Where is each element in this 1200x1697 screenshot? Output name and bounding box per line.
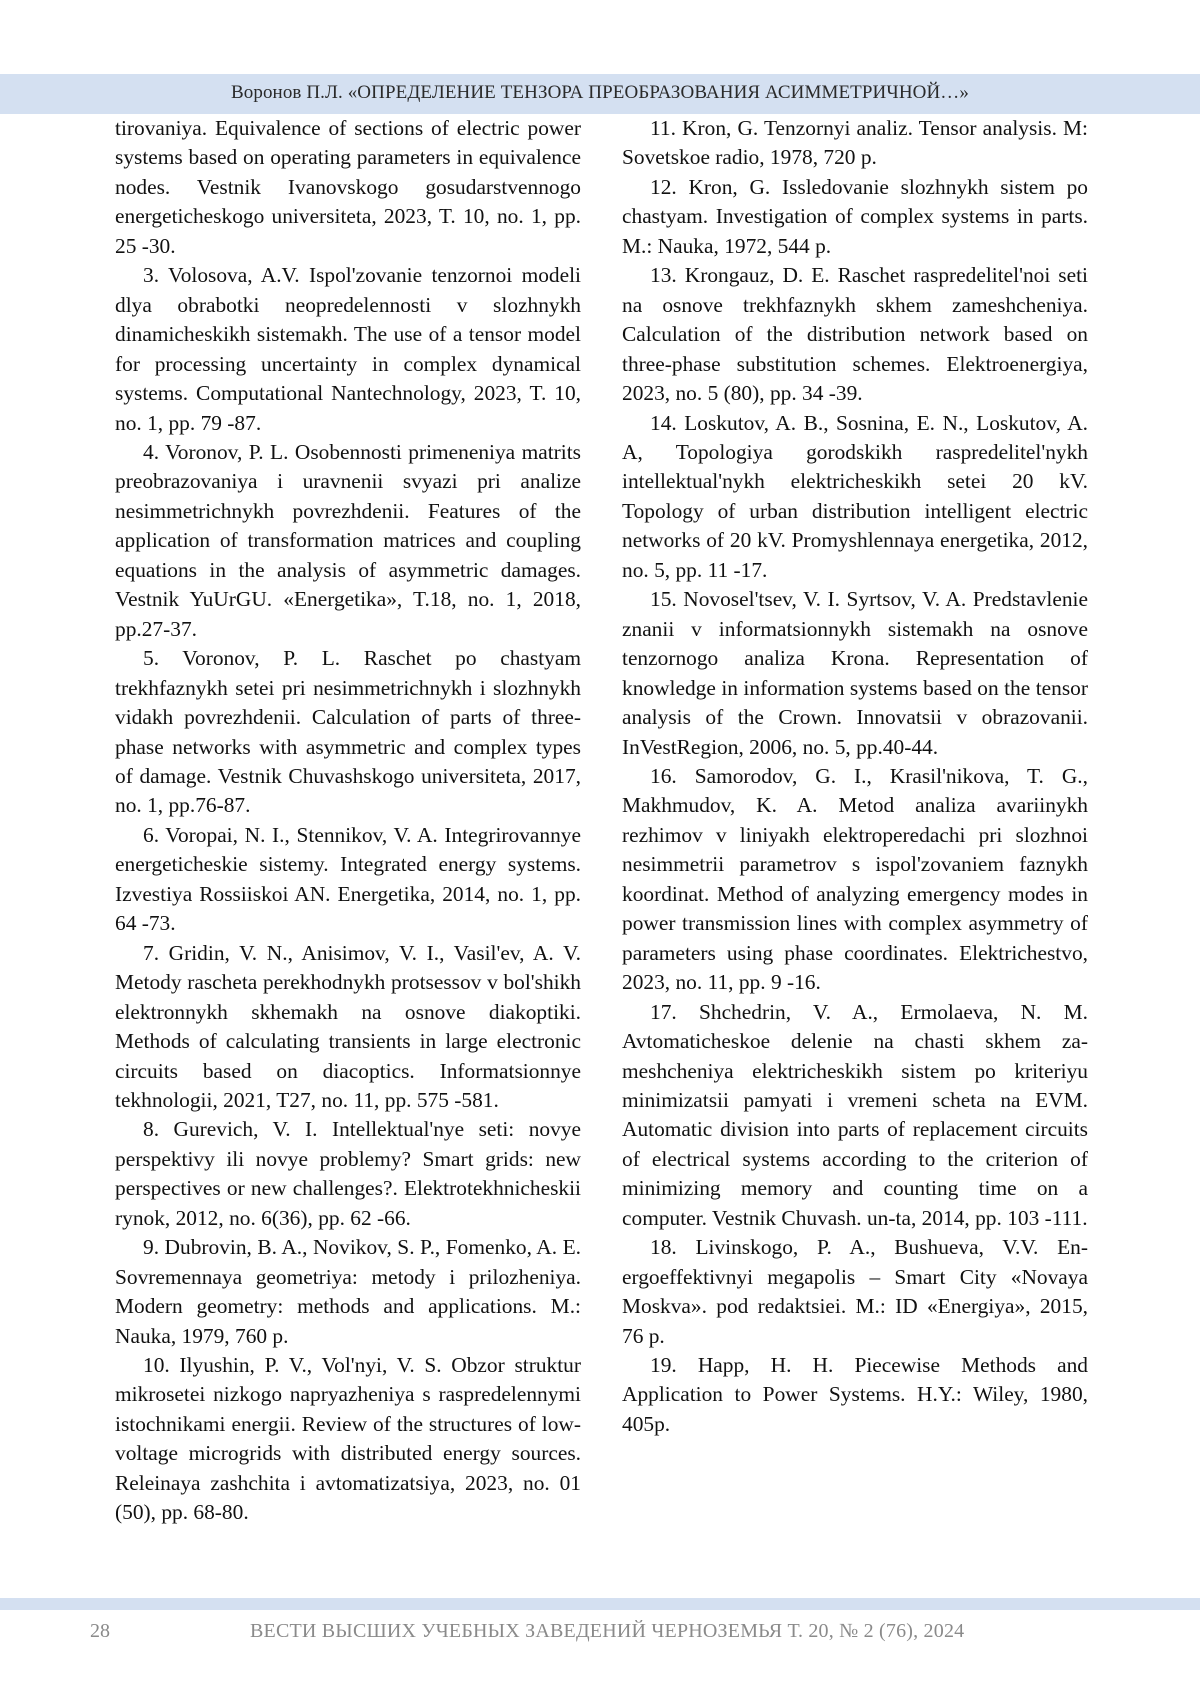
reference-item: tirovaniya. Equivalence of sections of electric power systems based on operating parameters in equivalence nodes. Vestnik Ivanovskogo gosudarstvennogo energeticheskogo universiteta, 2023, T. 10, no. 1, pp. 25 -30. — [115, 116, 581, 258]
reference-item: 3. Volosova, A.V. Ispol'zovanie tenzornoi modeli dlya obrabotki neopredelennosti v slozhnykh dinamicheskikh sistemakh. The use of a tensor model for processing uncertainty in complex dynamical systems. Computational Nantechnology, 2023, T. 10, no. 1, pp. 79 -87. — [115, 263, 581, 435]
reference-item: 12. Kron, G. Issledovanie slozhnykh sistem po chastyam. Investigation of complex systems in parts. M.: Nauka, 1972, 544 p. — [622, 174, 1088, 258]
references-right-column — [622, 114, 1088, 1439]
footer-band — [0, 1598, 1200, 1610]
reference-item: 15. Novosel'tsev, V. I. Syrtsov, V. A. Predstavlenie znanii v informatsionnykh sistemakh na osnove tenzornogo analiza Krona. Representation of knowledge in information systems based on the tensor analysis of the Crown. Innovatsii v obrazovanii. InVestRegion, 2006, no. 5, pp.40-44. — [622, 587, 1088, 759]
reference-item: 11. Kron, G. Tenzornyi analiz. Tensor analysis. M: Sovetskoe radio, 1978, 720 p. — [622, 116, 1088, 170]
reference-item: 16. Samorodov, G. I., Krasil'nikova, T. G., Makhmudov, K. A. Metod analiza avariinykh rezhimov v liniyakh elektroperedachi pri slozhnoi nesimmetrii parametrov s ispol'zovaniem faznykh koordinat. Method of analyzing emergency modes in power transmission lines with complex asymmetry of parameters using phase coordinates. Elektrichestvo, 2023, no. 11, pp. 9 -16. — [622, 763, 1088, 995]
reference-item: 4. Voronov, P. L. Osobennosti primeneniya matrits preobrazovaniya i uravnenii svyazi pri analize nesimmetrichnykh povrezhdenii. Features of the application of transformation matrices and coupling equations in the analysis of asymmetric damages. Vestnik YuUrGU. «Energetika», T.18, no. 1, 2018, pp.27-37. — [115, 439, 581, 641]
reference-item: 13. Krongauz, D. E. Raschet raspredelitel'noi seti na osnove trekhfaznykh skhem zameshcheniya. Calculation of the distribution network based on three-phase substitution schemes. Elektroenergiya, 2023, no. 5 (80), pp. 34 -39. — [622, 263, 1088, 406]
references-left-column — [115, 114, 581, 1528]
reference-item: 14. Loskutov, A. B., Sosnina, E. N., Loskutov, A. A, Topologiya gorodskikh raspredelitel'nykh intellektual'nykh elektricheskikh setei 20 kV. Topology of urban distribution intelligent electric networks of 20 kV. Promyshlennaya energetika, 2012, no. 5, pp. 11 -17. — [622, 410, 1088, 582]
reference-item: 8. Gurevich, V. I. Intellektual'nye seti: novye perspektivy ili novye problemy? Smart grids: new perspectives or new challenges?. Elektrotekhnicheskii rynok, 2012, no. 6(36), pp. 62 -66. — [115, 1117, 581, 1230]
reference-item: 6. Voropai, N. I., Stennikov, V. A. Integrirovannye energeticheskie sistemy. Integrated energy systems. Izvestiya Rossiiskoi AN. Energetika, 2014, no. 1, pp. 64 -73. — [115, 822, 581, 936]
page-number: 28 — [90, 1620, 110, 1642]
reference-item: 10. Ilyushin, P. V., Vol'nyi, V. S. Obzor struktur mikrosetei nizkogo napryazheniya s raspredelennymi istochnikami energii. Review of the structures of low-voltage microgrids with distributed energy sources. Releinaya zashchita i avtomatizatsiya, 2023, no. 01 (50), pp. 68-80. — [115, 1353, 581, 1525]
running-title: Воронов П.Л. «ОПРЕДЕЛЕНИЕ ТЕНЗОРА ПРЕОБРАЗОВАНИЯ АСИММЕТРИЧНОЙ…» — [230, 82, 969, 103]
reference-item: 19. Happ, H. H. Piecewise Methods and Application to Power Systems. H.Y.: Wiley, 1980, 405p. — [622, 1353, 1088, 1436]
reference-item: 17. Shchedrin, V. A., Ermolaeva, N. M. Avtomaticheskoe delenie na chasti skhem zameshcheniya elektricheskikh sistem po kriteriyu minimizatsii pamyati i vremeni scheta na EVM. Automatic division into parts of replacement circuits of electrical systems according to the criterion of minimizing memory and counting time on a computer. Vestnik Chuvash. un-ta, 2014, pp. 103 -111. — [622, 999, 1088, 1230]
reference-item: 7. Gridin, V. N., Anisimov, V. I., Vasil'ev, A. V. Metody rascheta perekhodnykh protsessov v bol'shikh elektronnykh skhemakh na osnove diakoptiki. Methods of calculating transients in large electronic circuits based on diacoptics. Informatsionnye tekhnologii, 2021, T27, no. 11, pp. 575 -581. — [115, 940, 581, 1112]
journal-footer-title: ВЕСТИ ВЫСШИХ УЧЕБНЫХ ЗАВЕДЕНИЙ ЧЕРНОЗЕМЬЯ Т. 20, № 2 (76), 2024 — [250, 1620, 965, 1642]
reference-item: 18. Livinskogo, P. A., Bushueva, V.V. Energoeffektivnyi megapolis – Smart City «Novaya Moskva». pod redaktsiei. M.: ID «Energiya», 2015, 76 p. — [622, 1235, 1088, 1348]
reference-item: 5. Voronov, P. L. Raschet po chastyam trekhfaznykh setei pri nesimmetrichnykh i slozhnykh vidakh povrezhdenii. Calculation of parts of three-phase networks with asymmetric and complex types of damage. Vestnik Chuvashskogo universiteta, 2017, no. 1, pp.76-87. — [115, 646, 581, 818]
reference-item: 9. Dubrovin, B. A., Novikov, S. P., Fomenko, A. E. Sovremennaya geometriya: metody i prilozheniya. Modern geometry: methods and applications. M.: Nauka, 1979, 760 p. — [115, 1235, 581, 1348]
